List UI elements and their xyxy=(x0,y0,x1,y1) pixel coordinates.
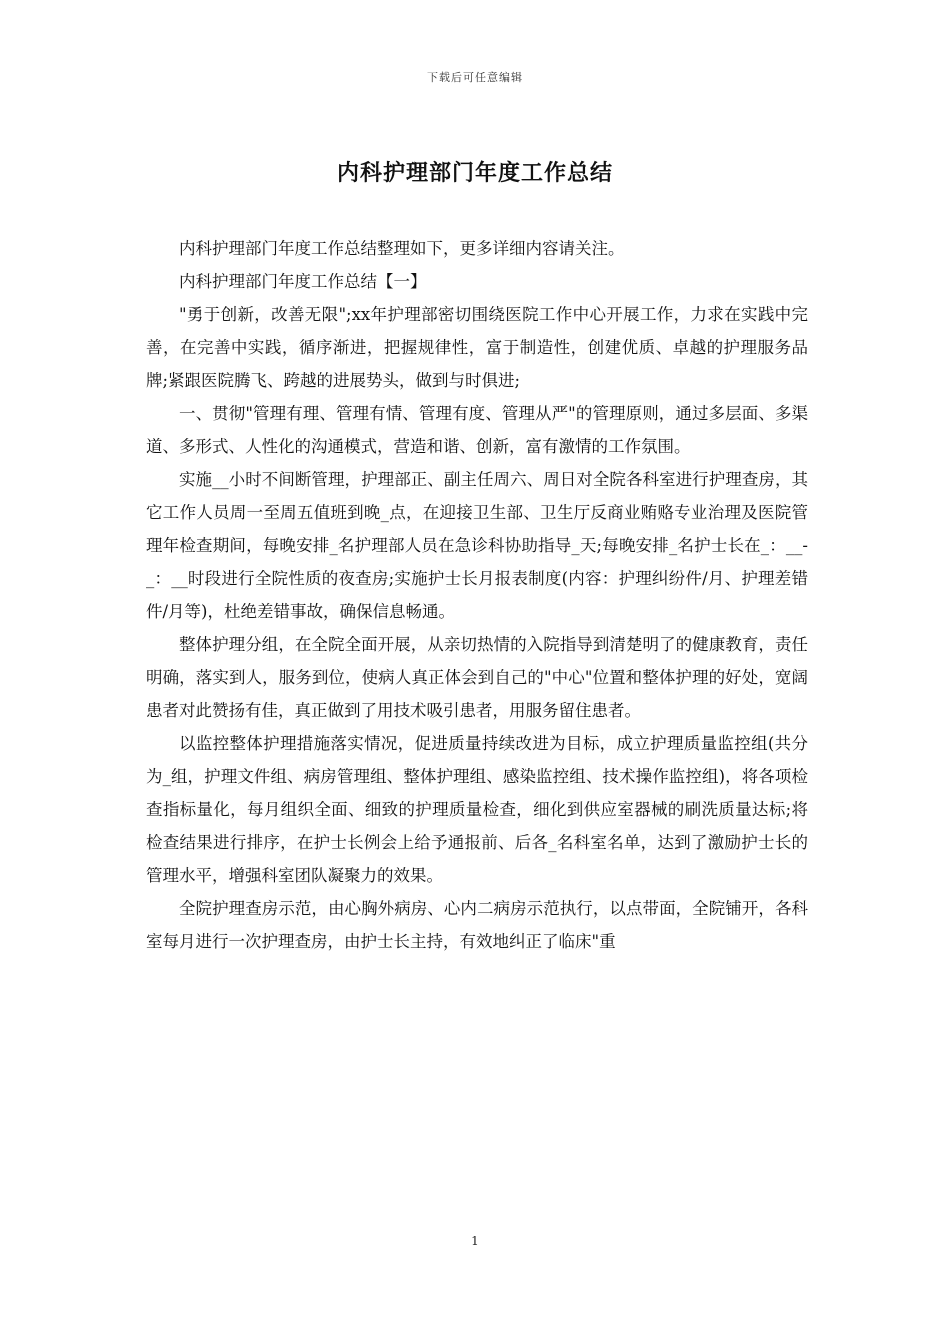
paragraph-section-heading: 内科护理部门年度工作总结【一】 xyxy=(179,272,427,291)
document-title: 内科护理部门年度工作总结 xyxy=(336,160,613,186)
paragraph: 以监控整体护理措施落实情况，促进质量持续改进为目标，成立护理质量监控组(共分为_组，护理文件组、病房管理组、整体护理组、感染监控组、技术操作监控组)，将各项检查指标量化，每月组织全面、细致的护理质量检查，细化到供应室器械的刷洗质量达标;将检查结果进行排序，在护士长例会上给予通报前、后各_名科室名单，达到了激励护士长的管理水平，增强科室团队凝聚力的效果。 xyxy=(146,734,808,885)
paragraph: 一、贯彻"管理有理、管理有情、管理有度、管理从严"的管理原则，通过多层面、多渠道、多形式、人性化的沟通模式，营造和谐、创新，富有激情的工作氛围。 xyxy=(146,404,808,456)
document-body xyxy=(146,232,808,958)
paragraph: "勇于创新，改善无限";xx年护理部密切围绕医院工作中心开展工作，力求在实践中完善，在完善中实践，循序渐进，把握规律性，富于制造性，创建优质、卓越的护理服务品牌;紧跟医院腾飞、跨越的进展势头，做到与时俱进; xyxy=(146,305,808,390)
paragraph-intro: 内科护理部门年度工作总结整理如下，更多详细内容请关注。 xyxy=(179,239,625,258)
page-number: 1 xyxy=(471,1234,479,1248)
page-header-note: 下载后可任意编辑 xyxy=(427,71,523,84)
paragraph: 实施__小时不间断管理，护理部正、副主任周六、周日对全院各科室进行护理查房，其它工作人员周一至周五值班到晚_点，在迎接卫生部、卫生厅反商业贿赂专业治理及医院管理年检查期间，每晚安排_名护理部人员在急诊科协助指导_天;每晚安排_名护士长在_：__-_：__时段进行全院性质的夜查房;实施护士长月报表制度(内容：护理纠纷件/月、护理差错件/月等)，杜绝差错事故，确保信息畅通。 xyxy=(146,470,808,621)
paragraph: 整体护理分组，在全院全面开展，从亲切热情的入院指导到清楚明了的健康教育，责任明确，落实到人，服务到位，使病人真正体会到自己的"中心"位置和整体护理的好处，宽阔患者对此赞扬有佳，真正做到了用技术吸引患者，用服务留住患者。 xyxy=(146,635,808,720)
paragraph: 全院护理查房示范，由心胸外病房、心内二病房示范执行，以点带面，全院铺开，各科室每月进行一次护理查房，由护士长主持，有效地纠正了临床"重 xyxy=(146,899,808,951)
